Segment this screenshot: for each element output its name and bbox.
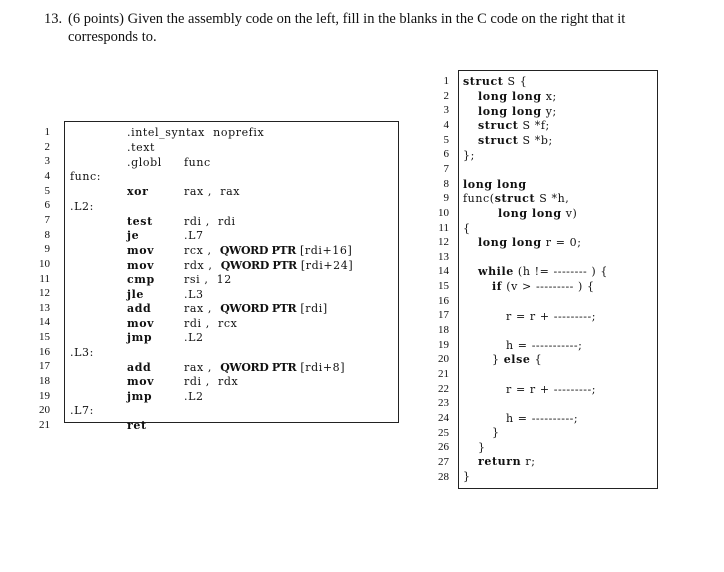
asm-line-number: 6 <box>44 199 50 212</box>
asm-operands: rax , rax <box>184 185 241 198</box>
asm-mnemonic: cmp <box>127 273 155 286</box>
c-line-number: 10 <box>438 206 449 219</box>
c-line: long long x; <box>478 90 557 103</box>
asm-mnemonic: xor <box>127 185 149 198</box>
c-line: struct S { <box>463 75 528 88</box>
c-line-number: 5 <box>443 133 449 146</box>
c-line-number: 20 <box>438 353 449 366</box>
c-line-number: 24 <box>438 411 449 424</box>
asm-line-number: 16 <box>39 345 50 358</box>
asm-mnemonic: je <box>127 229 140 242</box>
asm-line-number: 14 <box>39 316 50 329</box>
asm-operands: rdi , rdx <box>184 375 239 388</box>
asm-directive-globl: .globl <box>127 156 162 169</box>
c-line: long long y; <box>478 105 557 118</box>
asm-label-l2: .L2: <box>70 200 94 213</box>
asm-line-number: 8 <box>44 228 50 241</box>
asm-operands: rcx , QWORD PTR [rdi+16] <box>184 244 353 257</box>
asm-mnemonic: jmp <box>127 331 153 344</box>
c-line-number: 25 <box>438 426 449 439</box>
asm-line-number: 4 <box>44 169 50 182</box>
c-line-number: 2 <box>443 89 449 102</box>
c-line-number: 27 <box>438 455 449 468</box>
asm-line-number: 17 <box>39 360 50 373</box>
c-line: struct S *b; <box>478 134 553 147</box>
question-number: 13. <box>44 11 63 27</box>
asm-directive-globl-target: func <box>184 156 211 169</box>
c-line-number: 16 <box>438 294 449 307</box>
c-line-number: 18 <box>438 324 449 337</box>
asm-line-number: 10 <box>39 257 50 270</box>
asm-operands: rdx , QWORD PTR [rdi+24] <box>184 259 354 272</box>
asm-line-number: 18 <box>39 375 50 388</box>
asm-line-number: 5 <box>44 184 50 197</box>
fill-in-blank: --------- <box>553 310 592 323</box>
asm-directive-text: .text <box>127 141 156 154</box>
asm-operands: .L2 <box>184 331 204 344</box>
asm-label-l3: .L3: <box>70 346 94 359</box>
fill-in-blank: ----------- <box>531 339 579 352</box>
c-line: } <box>492 426 500 439</box>
asm-operands: rax , QWORD PTR [rdi+8] <box>184 361 346 374</box>
c-line: } <box>463 470 471 483</box>
asm-line-number: 3 <box>44 155 50 168</box>
c-line: long long <box>463 178 527 191</box>
c-line: } else { <box>492 353 543 366</box>
asm-mnemonic: mov <box>127 375 155 388</box>
c-line: h = ----------; <box>506 412 579 425</box>
asm-line-number: 19 <box>39 389 50 402</box>
asm-line-number: 20 <box>39 404 50 417</box>
asm-label-func: func: <box>70 170 102 183</box>
c-line: long long v) <box>498 207 578 220</box>
c-line: r = r + ---------; <box>506 383 597 396</box>
asm-mnemonic: jle <box>127 288 144 301</box>
asm-line-number: 13 <box>39 301 50 314</box>
c-line: long long r = 0; <box>478 236 582 249</box>
c-line: h = -----------; <box>506 339 583 352</box>
c-line: { <box>463 222 471 235</box>
asm-line-number: 11 <box>39 272 50 285</box>
c-line: }; <box>463 149 475 162</box>
asm-mnemonic: add <box>127 361 152 374</box>
c-line: struct S *f; <box>478 119 550 132</box>
asm-operands: rdi , rcx <box>184 317 238 330</box>
asm-mnemonic: jmp <box>127 390 153 403</box>
c-line-number: 21 <box>438 368 449 380</box>
c-line-number: 3 <box>443 104 449 117</box>
asm-line-number: 9 <box>44 243 50 256</box>
asm-line-number: 7 <box>44 213 50 226</box>
asm-line-number: 1 <box>44 126 50 138</box>
asm-line-number: 15 <box>39 331 50 344</box>
c-line-number: 19 <box>438 338 449 351</box>
asm-operands: .L2 <box>184 390 204 403</box>
c-line-number: 12 <box>438 236 449 249</box>
c-line: r = r + ---------; <box>506 310 597 323</box>
fill-in-blank: -------- <box>553 265 588 278</box>
asm-mnemonic: test <box>127 215 153 228</box>
asm-operands: rsi , 12 <box>184 273 232 286</box>
c-line-number: 11 <box>438 221 449 234</box>
c-line-number: 28 <box>438 470 449 483</box>
asm-mnemonic: add <box>127 302 152 315</box>
question-text: (6 points) Given the assembly code on the left, fill in the blanks in the C code on the right that it corresponds to. <box>68 11 626 45</box>
asm-mnemonic: ret <box>127 419 147 432</box>
c-line-number: 1 <box>443 75 449 87</box>
asm-line-number: 12 <box>39 287 50 300</box>
asm-line-number: 21 <box>39 419 50 431</box>
fill-in-blank: --------- <box>553 383 592 396</box>
asm-mnemonic: mov <box>127 259 155 272</box>
fill-in-blank: --------- <box>535 280 574 293</box>
c-line: if (v > --------- ) { <box>492 280 595 293</box>
fill-in-blank: ---------- <box>531 412 574 425</box>
asm-operands: rax , QWORD PTR [rdi] <box>184 302 328 315</box>
asm-line-number: 2 <box>44 140 50 153</box>
c-line-number: 9 <box>443 192 449 205</box>
asm-mnemonic: mov <box>127 244 155 257</box>
c-line-number: 15 <box>438 280 449 293</box>
asm-directive-intel-syntax: .intel_syntax noprefix <box>127 126 265 139</box>
c-line-number: 8 <box>443 177 449 190</box>
c-line: func(struct S *h, <box>463 192 570 205</box>
c-line-number: 17 <box>438 309 449 322</box>
asm-mnemonic: mov <box>127 317 155 330</box>
c-line: } <box>478 441 486 454</box>
c-line-number: 22 <box>438 382 449 395</box>
c-line-number: 13 <box>438 250 449 263</box>
c-line: return r; <box>478 455 536 468</box>
c-line-number: 4 <box>443 118 449 131</box>
asm-operands: .L7 <box>184 229 204 242</box>
c-line-number: 6 <box>443 148 449 161</box>
asm-operands: .L3 <box>184 288 204 301</box>
c-line-number: 14 <box>438 265 449 278</box>
c-line-number: 23 <box>438 397 449 410</box>
c-line-number: 7 <box>443 162 449 175</box>
asm-label-l7: .L7: <box>70 404 94 417</box>
asm-operands: rdi , rdi <box>184 215 236 228</box>
c-line: while (h != -------- ) { <box>478 265 608 278</box>
c-line-number: 26 <box>438 441 449 454</box>
